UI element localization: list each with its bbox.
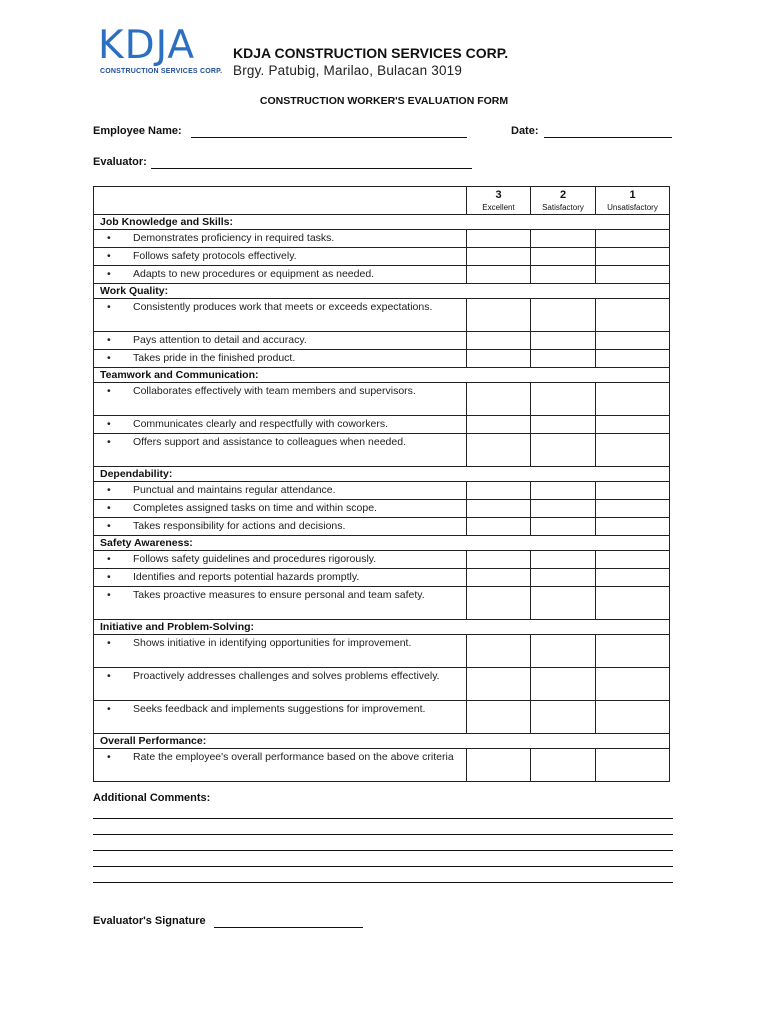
rating-cell-1[interactable] — [596, 266, 670, 284]
criteria-text: Follows safety protocols effectively. — [133, 250, 297, 262]
criteria-text: Takes responsibility for actions and decisions. — [133, 520, 346, 532]
rating-header-3 — [467, 187, 531, 215]
rating-cell-2[interactable] — [531, 248, 596, 266]
rating-header-row — [94, 187, 670, 215]
bullet-icon: • — [107, 301, 111, 313]
evaluation-table-body — [94, 187, 670, 782]
rating-cell-3[interactable] — [467, 383, 531, 416]
bullet-icon: • — [107, 502, 111, 514]
rating-cell-3[interactable] — [467, 587, 531, 620]
category-row — [94, 467, 670, 482]
rating-cell-2[interactable] — [531, 701, 596, 734]
criteria-row — [94, 299, 670, 332]
criteria-cell — [94, 701, 467, 734]
rating-cell-1[interactable] — [596, 500, 670, 518]
category-name: Safety Awareness: — [94, 536, 670, 551]
criteria-header-cell — [94, 187, 467, 215]
bullet-icon: • — [107, 703, 111, 715]
comment-line-4[interactable] — [93, 866, 673, 867]
bullet-icon: • — [107, 418, 111, 430]
additional-comments-label: Additional Comments: — [93, 792, 211, 804]
criteria-text: Offers support and assistance to colleagues when needed. — [133, 436, 406, 448]
criteria-cell — [94, 266, 467, 284]
criteria-cell — [94, 383, 467, 416]
rating-cell-2[interactable] — [531, 500, 596, 518]
category-row — [94, 368, 670, 383]
criteria-text: Completes assigned tasks on time and within scope. — [133, 502, 377, 514]
criteria-text: Punctual and maintains regular attendance. — [133, 484, 336, 496]
rating-cell-3[interactable] — [467, 635, 531, 668]
criteria-cell — [94, 350, 467, 368]
rating-cell-1[interactable] — [596, 383, 670, 416]
criteria-text: Rate the employee's overall performance based on the above criteria — [133, 751, 454, 763]
rating-cell-2[interactable] — [531, 482, 596, 500]
criteria-row — [94, 350, 670, 368]
rating-cell-1[interactable] — [596, 248, 670, 266]
criteria-row — [94, 569, 670, 587]
comment-line-5[interactable] — [93, 882, 673, 883]
category-name: Overall Performance: — [94, 734, 670, 749]
criteria-row — [94, 266, 670, 284]
comment-line-1[interactable] — [93, 818, 673, 819]
criteria-text: Seeks feedback and implements suggestions for improvement. — [133, 703, 426, 715]
rating-cell-2[interactable] — [531, 299, 596, 332]
rating-cell-1[interactable] — [596, 416, 670, 434]
rating-cell-2[interactable] — [531, 434, 596, 467]
criteria-cell — [94, 332, 467, 350]
rating-cell-1[interactable] — [596, 668, 670, 701]
category-row — [94, 536, 670, 551]
criteria-text: Communicates clearly and respectfully with coworkers. — [133, 418, 389, 430]
criteria-cell — [94, 299, 467, 332]
rating-cell-2[interactable] — [531, 749, 596, 782]
bullet-icon: • — [107, 436, 111, 448]
criteria-cell — [94, 500, 467, 518]
rating-cell-2[interactable] — [531, 332, 596, 350]
criteria-row — [94, 332, 670, 350]
rating-label: Satisfactory — [542, 203, 584, 212]
rating-cell-3[interactable] — [467, 434, 531, 467]
criteria-row — [94, 416, 670, 434]
bullet-icon: • — [107, 637, 111, 649]
rating-label: Unsatisfactory — [607, 203, 658, 212]
bullet-icon: • — [107, 268, 111, 280]
evaluation-table — [93, 186, 670, 782]
rating-cell-1[interactable] — [596, 350, 670, 368]
criteria-text: Follows safety guidelines and procedures rigorously. — [133, 553, 377, 565]
rating-cell-1[interactable] — [596, 749, 670, 782]
rating-cell-1[interactable] — [596, 230, 670, 248]
signature-line[interactable] — [214, 927, 363, 928]
rating-cell-2[interactable] — [531, 416, 596, 434]
rating-cell-3[interactable] — [467, 266, 531, 284]
date-label: Date: — [511, 125, 539, 137]
rating-cell-2[interactable] — [531, 635, 596, 668]
date-line[interactable] — [544, 137, 672, 138]
logo-wordmark: KDJA — [98, 23, 196, 68]
bullet-icon: • — [107, 484, 111, 496]
bullet-icon: • — [107, 571, 111, 583]
logo-tagline: CONSTRUCTION SERVICES CORP. — [100, 68, 223, 75]
rating-cell-1[interactable] — [596, 635, 670, 668]
bullet-icon: • — [107, 250, 111, 262]
rating-label: Excellent — [482, 203, 515, 212]
form-title: CONSTRUCTION WORKER'S EVALUATION FORM — [259, 95, 509, 107]
rating-cell-3[interactable] — [467, 332, 531, 350]
category-row — [94, 215, 670, 230]
criteria-cell — [94, 248, 467, 266]
company-address: Brgy. Patubig, Marilao, Bulacan 3019 — [233, 63, 463, 78]
criteria-text: Proactively addresses challenges and solves problems effectively. — [133, 670, 440, 682]
evaluator-label: Evaluator: — [93, 156, 147, 168]
bullet-icon: • — [107, 751, 111, 763]
evaluator-line[interactable] — [151, 168, 472, 169]
criteria-row — [94, 248, 670, 266]
criteria-cell — [94, 551, 467, 569]
bullet-icon: • — [107, 670, 111, 682]
rating-cell-2[interactable] — [531, 551, 596, 569]
rating-cell-2[interactable] — [531, 587, 596, 620]
rating-value: 1 — [629, 189, 636, 201]
criteria-cell — [94, 635, 467, 668]
criteria-cell — [94, 230, 467, 248]
rating-cell-1[interactable] — [596, 299, 670, 332]
category-name: Dependability: — [94, 467, 670, 482]
rating-cell-2[interactable] — [531, 569, 596, 587]
criteria-text: Identifies and reports potential hazards promptly. — [133, 571, 360, 583]
category-name: Work Quality: — [94, 284, 670, 299]
criteria-row — [94, 383, 670, 416]
category-row — [94, 620, 670, 635]
criteria-text: Demonstrates proficiency in required tasks. — [133, 232, 335, 244]
criteria-row — [94, 587, 670, 620]
criteria-cell — [94, 587, 467, 620]
category-name: Initiative and Problem-Solving: — [94, 620, 670, 635]
rating-cell-3[interactable] — [467, 569, 531, 587]
bullet-icon: • — [107, 385, 111, 397]
evaluator-signature-label: Evaluator's Signature — [93, 915, 206, 927]
criteria-cell — [94, 518, 467, 536]
rating-cell-1[interactable] — [596, 482, 670, 500]
rating-cell-2[interactable] — [531, 230, 596, 248]
criteria-row — [94, 434, 670, 467]
rating-header-2 — [531, 187, 596, 215]
rating-cell-3[interactable] — [467, 299, 531, 332]
rating-cell-3[interactable] — [467, 482, 531, 500]
rating-cell-1[interactable] — [596, 518, 670, 536]
rating-cell-1[interactable] — [596, 434, 670, 467]
criteria-row — [94, 701, 670, 734]
criteria-text: Consistently produces work that meets or exceeds expectations. — [133, 301, 433, 313]
company-logo — [98, 23, 223, 80]
rating-cell-2[interactable] — [531, 518, 596, 536]
criteria-row — [94, 482, 670, 500]
rating-cell-2[interactable] — [531, 668, 596, 701]
employee-name-label: Employee Name: — [93, 125, 182, 137]
criteria-row — [94, 230, 670, 248]
rating-cell-1[interactable] — [596, 332, 670, 350]
rating-value: 2 — [559, 189, 567, 201]
criteria-text: Shows initiative in identifying opportunities for improvement. — [133, 637, 412, 649]
bullet-icon: • — [107, 232, 111, 244]
criteria-cell — [94, 749, 467, 782]
criteria-row — [94, 749, 670, 782]
criteria-text: Pays attention to detail and accuracy. — [133, 334, 307, 346]
rating-cell-2[interactable] — [531, 383, 596, 416]
criteria-row — [94, 668, 670, 701]
criteria-cell — [94, 482, 467, 500]
rating-cell-2[interactable] — [531, 350, 596, 368]
comment-line-3[interactable] — [93, 850, 673, 851]
criteria-cell — [94, 416, 467, 434]
criteria-row — [94, 518, 670, 536]
category-name: Teamwork and Communication: — [94, 368, 670, 383]
category-row — [94, 734, 670, 749]
rating-cell-3[interactable] — [467, 701, 531, 734]
rating-value: 3 — [495, 189, 502, 201]
criteria-cell — [94, 668, 467, 701]
criteria-row — [94, 635, 670, 668]
bullet-icon: • — [107, 589, 111, 601]
company-name: KDJA CONSTRUCTION SERVICES CORP. — [233, 45, 509, 61]
criteria-text: Collaborates effectively with team members and supervisors. — [133, 385, 416, 397]
employee-name-line[interactable] — [191, 137, 467, 138]
criteria-row — [94, 551, 670, 569]
rating-cell-1[interactable] — [596, 587, 670, 620]
criteria-text: Takes pride in the finished product. — [133, 352, 296, 364]
bullet-icon: • — [107, 520, 111, 532]
bullet-icon: • — [107, 553, 111, 565]
rating-cell-3[interactable] — [467, 230, 531, 248]
rating-cell-1[interactable] — [596, 701, 670, 734]
criteria-text: Adapts to new procedures or equipment as needed. — [133, 268, 375, 280]
criteria-cell — [94, 434, 467, 467]
rating-cell-3[interactable] — [467, 416, 531, 434]
comment-line-2[interactable] — [93, 834, 673, 835]
category-name: Job Knowledge and Skills: — [94, 215, 670, 230]
rating-cell-3[interactable] — [467, 518, 531, 536]
rating-cell-1[interactable] — [596, 569, 670, 587]
rating-cell-3[interactable] — [467, 350, 531, 368]
category-row — [94, 284, 670, 299]
rating-cell-3[interactable] — [467, 248, 531, 266]
rating-cell-3[interactable] — [467, 551, 531, 569]
criteria-row — [94, 500, 670, 518]
bullet-icon: • — [107, 334, 111, 346]
rating-cell-1[interactable] — [596, 551, 670, 569]
rating-cell-3[interactable] — [467, 500, 531, 518]
criteria-text: Takes proactive measures to ensure personal and team safety. — [133, 589, 425, 601]
rating-cell-2[interactable] — [531, 266, 596, 284]
criteria-cell — [94, 569, 467, 587]
bullet-icon: • — [107, 352, 111, 364]
rating-cell-3[interactable] — [467, 749, 531, 782]
rating-header-1 — [596, 187, 670, 215]
rating-cell-3[interactable] — [467, 668, 531, 701]
